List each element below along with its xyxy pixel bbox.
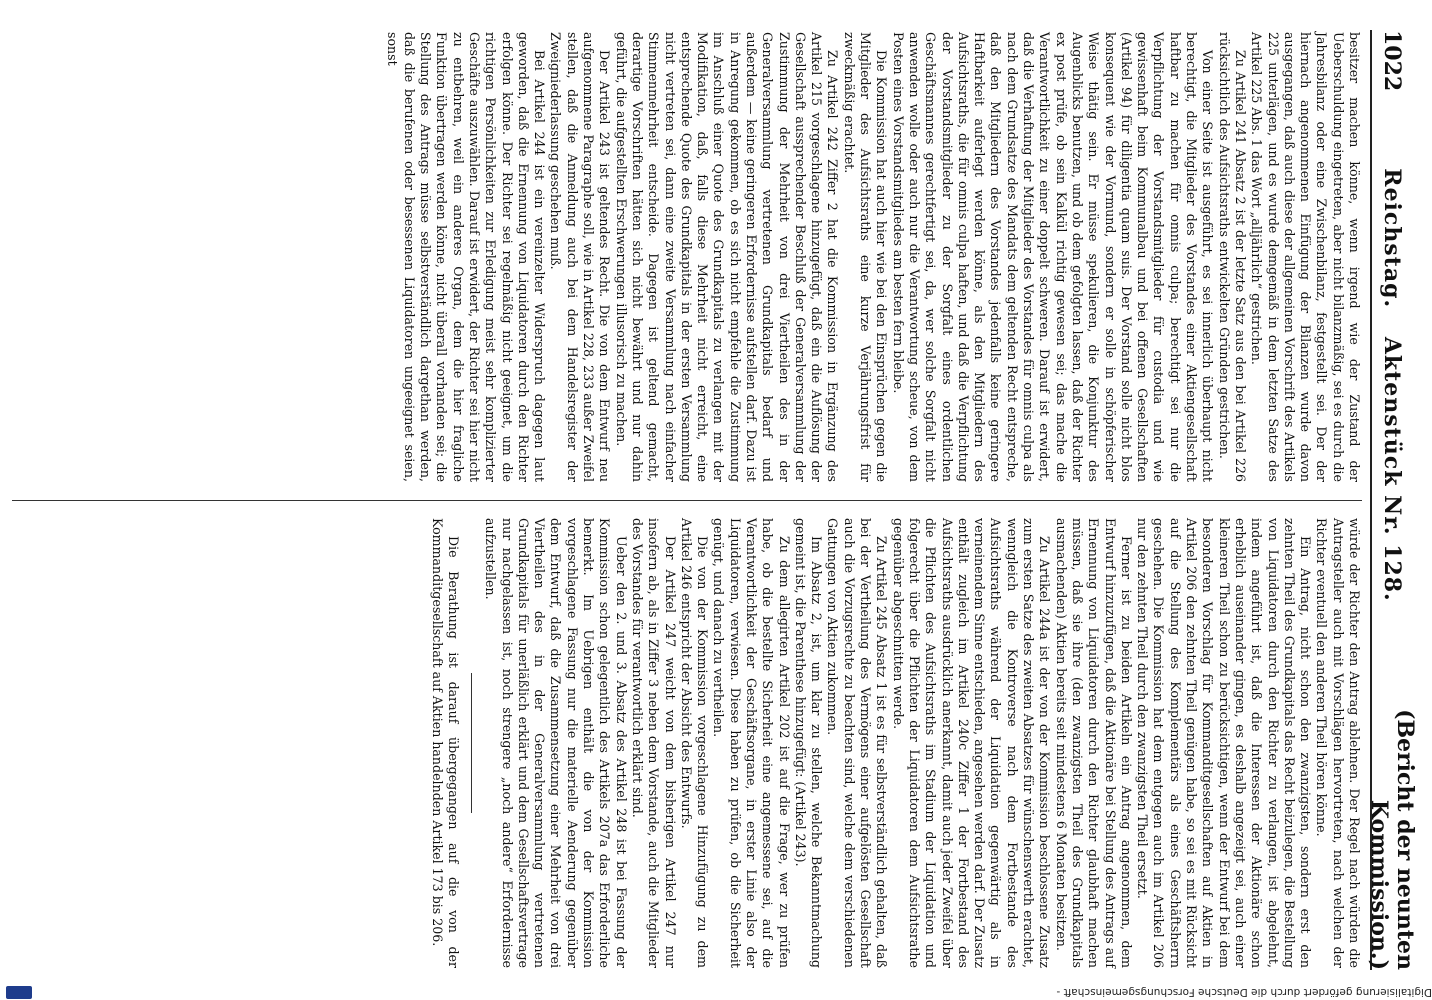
right-column [429,518,1362,968]
paragraph: Von einer Seite ist ausgeführt, es sei innerlich überhaupt nicht berechtigt, die Mitglieder des Vorstandes einer Aktiengesellschaft haftbar zu machen für omnis culpa; berechtigt sei nur die Verpflichtung der Vorstandsmitglieder für custodia und wie gewissenhaft beim Kommunalbau und bei offenen Gesellschaften (Artikel 94) für diligentia quam suis. Der Vorstand solle nicht blos konsequent wie der Vormund, sondern er solle in schöpferischer Weise thätig sein. Er müsse spekulieren, die Konjunktur des Augenblicks benutzen, und ob dem gefolgten lassen, daß der Richter ex post prüfe, ob sein Kalkül richtig gewesen sei; das mache die Verantwortlichkeit zu einer doppelt schweren. Darauf ist erwidert, daß die Verhaftung der Mitglieder des Vorstandes für omnis culpa als nach dem Grundsatze des Mandats dem geltenden Recht entspreche, daß den Mitgliedern des Vorstandes jedenfalls keine geringere Haftbarkeit auferlegt werden könne, als den Mitgliedern des Aufsichtsraths, die für omnis culpa haften, und daß die Verpflichtung der Vorstandsmitglieder zu der Sorgfalt eines ordentlichen Geschäftsmannes gerechtfertigt sei, da, wer solche Sorgfalt nicht anwenden wolle oder auch nur die Verantwortung scheue, von dem Posten eines Vorstandsmitgliedes am besten fern bleibe. [890,32,1216,482]
publication-name: Reichstag. [1379,168,1405,309]
paragraph: besitzer machen könne, wenn irgend wie der Zustand der Ueberschuldung eingetreten, aber nicht bilanzmäßig, sei es durch die Jahresbilanz oder eine Zwischenbilanz, festgestellt sei. Der der hiernach angenommenen Einfügung der Bilanzen wurde davon ausgegangen, daß auch diese der allgemeinen Vorschrift des Artikels 225 unterlägen, und es wurde demgemäß in dem letzten Satze des Artikel 225 Abs. 1 das Wort „alljährlich“ gestrichen. [1249,32,1362,482]
digitization-credit [0,985,1432,1000]
section-title: (Bericht der neunten Kommission.) [1366,709,1418,970]
paragraph: Zu Artikel 245 Absatz 1 ist es für selbstverständlich gehalten, daß bei der Vertheilung des Vermögens einer aufgelösten Gesellschaft auch die Vorzugsrechte zu beachten sind, welche dem verschiedenen Gattungen von Aktien zukommen. [825,518,890,968]
paragraph: Im Absatz 2, ist, um klar zu stellen, welche Bekanntmachung gemeint ist, die Parenthese hinzugefügt: (Artikel 243). [792,518,825,968]
paragraph: Zu dem allegirten Artikel 202 ist auf die Frage, wer zu prüfen habe, ob die bestellte Sicherheit eine angemessene sei, auf die Verantwortlichkeit der Geschäftsorgane, in erster Linie also der Liquidatoren, verwiesen. Diese haben zu prüfen, ob die Sicherheit genügt, und danach zu vertheilen. [711,518,792,968]
running-head [1366,30,1418,970]
paragraph: würde der Richter den Antrag ablehnen. Der Regel nach würden die Antragsteller auch mit Vorschlägen hervortreten, nach welchen der Richter eventuell den anderen Theil hören könne. [1314,518,1362,968]
running-title [1379,120,1405,650]
paragraph: Die von der Kommission vorgeschlagene Hinzufügung zu dem Artikel 246 entspricht der Absicht des Entwurfs. [678,518,711,968]
paragraph: Zu Artikel 241 Absatz 2 ist der letzte Satz aus den bei Artikel 226 rücksichtlich des Aufsichtsraths entwickelten Gründen gestrichen. [1216,32,1248,482]
paragraph: Zu Artikel 242 Ziffer 2 hat die Kommission in Ergänzung des Artikel 215 vorgeschlagene hinzugefügt, daß ein die Auflösung der Gesellschaft aussprechender Beschluß der Generalversammlung der Zustimmung der Mehrheit von drei Viertheilen des in der Generalversammlung vertretenen Grundkapitals bedarf und außerdem — keine geringeren Erfordernisse aufstellen darf. Dazu ist in Anregung gekommen, ob es sich nicht empfehle die Zustimmung im Anschluß einer Quote des Grundkapitals zu verlangen mit der Modifikation, daß, falls diese Mehrheit nicht erreicht, eine entsprechende Quote des Grundkapitals in der ersten Versammlung nicht vertreten sei, dann eine zweite Versammlung nach einfacher Stimmenmehrheit entscheide. Dagegen ist geltend gemacht, derartige Vorschriften hätten sich nicht bewährt und nur dahin geführt, die aufgestellten Erschwerungen illusorisch zu machen. [613,32,841,482]
column-divider [12,500,1362,501]
paragraph: Der Artikel 243 ist geltendes Recht. Die von dem Entwurf neu aufgenommene Paragraphe soll, wie in Artikel 228, 233 außer Zweifel stellen, daß die Anmeldung auch bei dem Handelsregister der Zweigniederlassung geschehen muß. [548,32,613,482]
paragraph: Ueber den 2. und 3. Absatz des Artikel 248 ist bei Fassung der Kommission schon gelegentlich des Artikels 207a das Erforderliche bemerkt. Im Uebrigen enthält die von der Kommission vorgeschlagene Fassung nur die materielle Aenderung gegenüber dem Entwurf, daß die Zusammensetzung einer Mehrheit von drei Viertheilen des in der Generalversammlung vertretenen Grundkapitals für unerläßlich erklärt und dem Gesellschaftsvertrage nur nachgelassen ist, noch strengere „noch andere“ Erfordernisse aufzustellen. [483,518,629,968]
page-number: 1022 [1379,30,1405,92]
credit-text: Digitalisierung gefördert durch die Deutsche Forschungsgemeinschaft - [1056,986,1432,998]
paragraph: Zu Artikel 244a ist der von der Kommission beschlossene Zusatz zum ersten Satze des zweiten Absatzes für wünschenswerth erachtet, wenngleich die Kontroverse nach dem Fortbestande des Aufsichtsraths während der Liquidation gegenwärtig als in verneinendem Sinne entschieden, angesehen werden darf. Der Zusatz enthält zugleich im Artikel 240c Ziffer 1 der Fortbestand des Aufsichtsraths ausdrücklich anerkannt, damit auch jeder Zweifel über die Pflichten des Aufsichtsraths im Stadium der Liquidation und folgerecht über die Pflichten der Liquidatoren dem Aufsichtsrathe gegenüber abgeschnitten werde. [890,518,1053,968]
paragraph: Ein Antrag, nicht schon den zwanzigsten, sondern erst den zehnten Theil des Grundkapitals das Recht beizulegen, die Bestellung von Liquidatoren durch den Richter zu verlangen, ist abgelehnt, indem angeführt ist, daß die Interessen der Aktionäre schon erheblich auseinander gingen, es deshalb angezeigt sei, auch einer kleineren Theil schon zu berücksichtigen, wenn der Entwurf bei dem besonderen Vorschlag für Kommanditgesellschaften auf Aktien in Artikel 206 den zehnten Theil genügen habe, so sei es mit Rücksicht auf die Stellung des Komplementärs als eines Geschäftsherrn geschehen. Die Kommission hat dem entgegen auch im Artikel 206 nur den zehnten Theil durch den zwanzigsten Theil ersetzt. [1135,518,1314,968]
paragraph: Die Berathung ist darauf übergegangen auf die von der Kommanditgesellschaft auf Aktien handelnden Artikel 173 bis 206. [429,518,461,968]
paragraph: Die Kommission hat auch hier wie bei den Einsprüchen gegen die Mitglieder des Aufsichtsraths eine kurze Verjährungsfrist für zweckmäßig erachtet. [841,32,890,482]
document-number: Aktenstück Nr. 128. [1379,336,1405,602]
section-divider [471,673,472,813]
left-column [162,32,1362,482]
dfg-logo [6,986,32,999]
paragraph: Bei Artikel 244 ist ein vereinzelter Widerspruch dagegen laut geworden, daß die Ernennung von Liquidatoren durch den Richter erfolgen könne. Der Richter sei regelmäßig nicht geeignet, um die richtigen Persönlichkeiten zur Erledigung meist sehr komplizierter Geschäfte auszuwählen. Darauf ist erwidert, der Richter sei hier nicht zu entbehren, weil ein anderes Organ, dem die hier fragliche Funktion übertragen werden könne, nicht überall vorhanden sei; die Stellung des Antrags müsse selbstverständlich dargethan werden, daß die berufenen oder besessenen Liquidatoren ungeeignet seien, sonst [385,32,548,482]
paragraph: Der Artikel 247 weicht von dem bisherigen Artikel 247 nur insofern ab, als in Ziffer 3 neben dem Vorstande, auch die Mitglieder des Vorstandes für verantwortlich erklärt sind. [629,518,678,968]
paragraph: Ferner ist zu beiden Artikeln ein Antrag angenommen, dem Entwurf hinzuzufügen, daß die Aktionäre bei Stellung des Antrags auf Ernennung von Liquidatoren durch den Richter glaubhaft machen müssen, daß sie ihre (den zwanzigsten Theil des Grundkapitals ausmachenden) Aktien bereits seit mindestens 6 Monaten besitzen. [1053,518,1134,968]
